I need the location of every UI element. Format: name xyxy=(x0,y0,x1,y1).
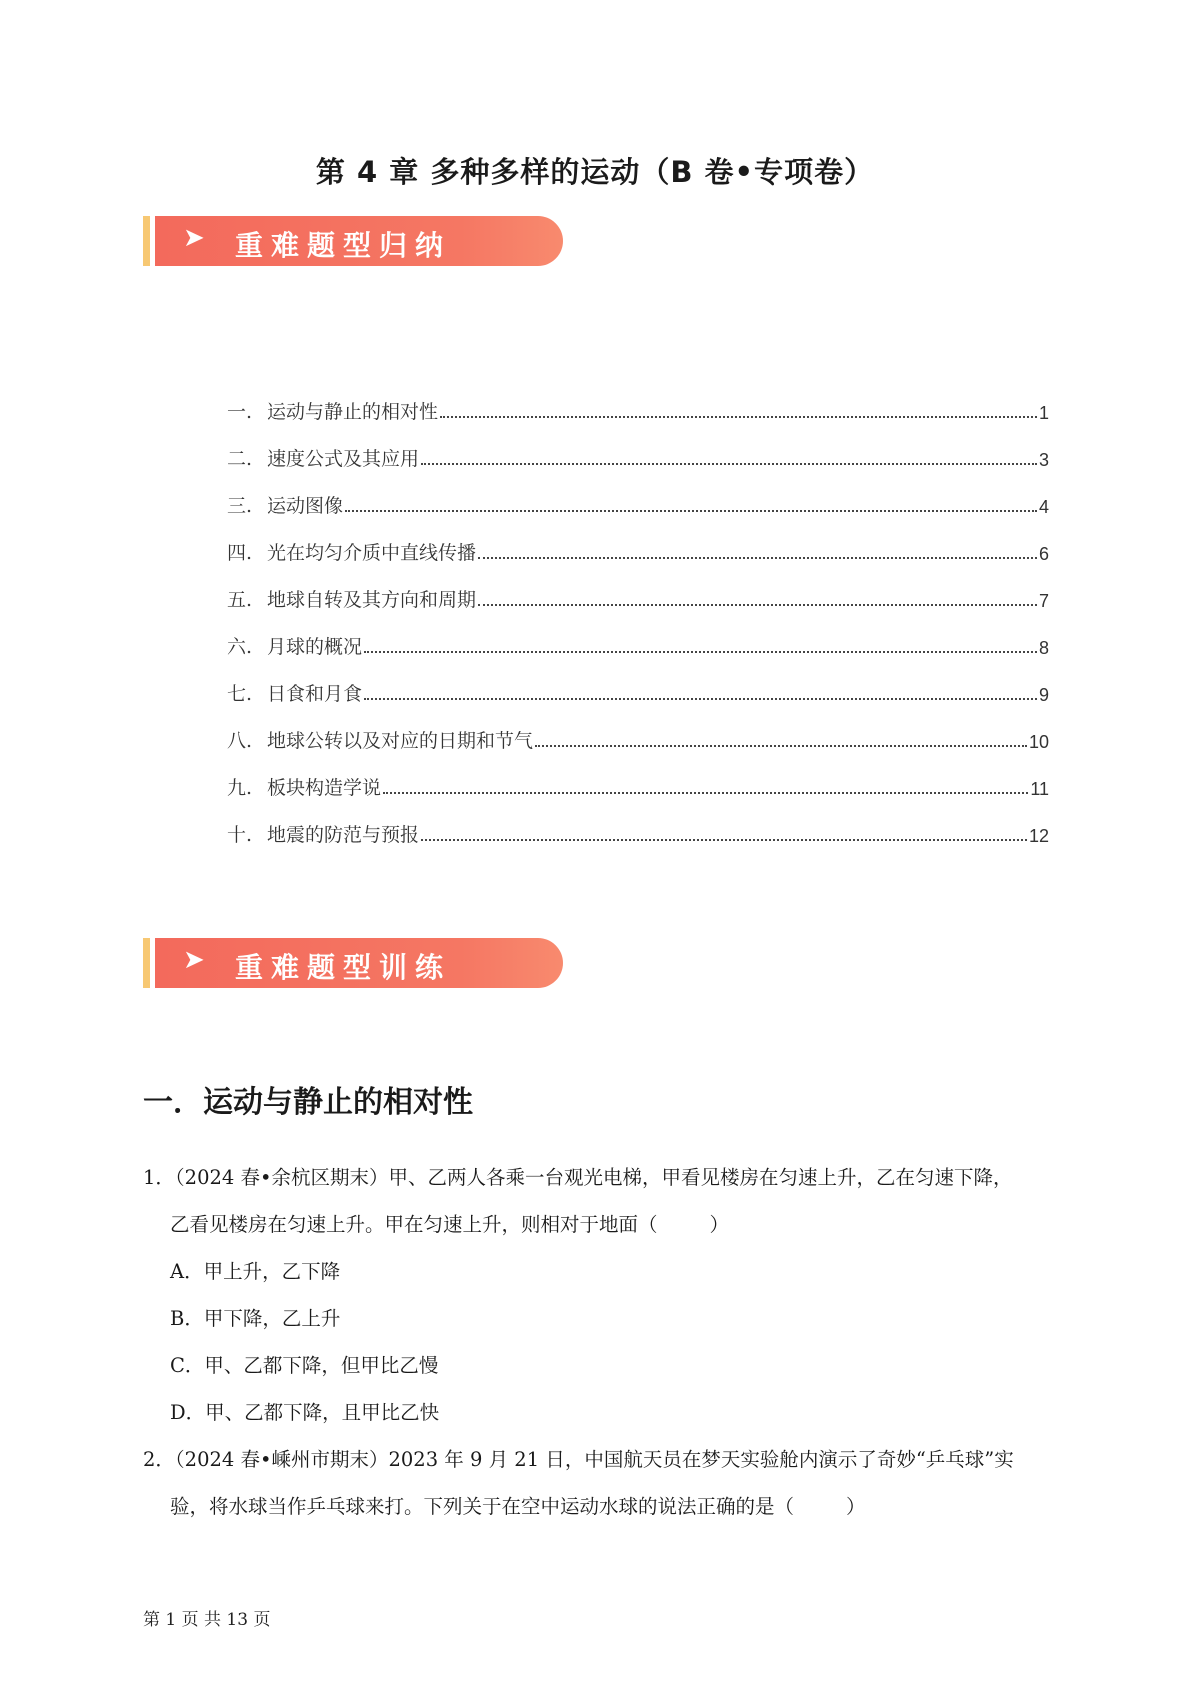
toc-page-number: 10 xyxy=(1028,732,1049,752)
toc-item[interactable]: 八. 地球公转以及对应的日期和节气 10 xyxy=(227,706,1049,753)
banner-accent-bar xyxy=(143,216,150,266)
toc-leader-dots xyxy=(383,792,1028,794)
question-1 xyxy=(143,1154,1053,1436)
toc-item-title: 速度公式及其应用 xyxy=(267,448,420,470)
toc-page-number: 6 xyxy=(1038,544,1049,564)
banner-summary xyxy=(143,216,563,266)
page-footer: 第 1 页 共 13 页 xyxy=(143,1610,271,1630)
toc-item-title: 地震的防范与预报 xyxy=(267,824,420,846)
toc-item[interactable]: 九. 板块构造学说 11 xyxy=(227,753,1049,800)
option-a[interactable]: A．甲上升，乙下降 xyxy=(170,1260,341,1283)
toc-leader-dots xyxy=(478,557,1037,559)
section-heading: 一．运动与静止的相对性 xyxy=(143,1085,473,1120)
toc-item[interactable]: 二. 速度公式及其应用 3 xyxy=(227,424,1049,471)
question-stem: 1．（2024 春•余杭区期末）甲、乙两人各乘一台观光电梯，甲看见楼房在匀速上升，乙在匀速下降， xyxy=(143,1166,1013,1189)
toc-item[interactable]: 七. 日食和月食 9 xyxy=(227,659,1049,706)
toc-item[interactable]: 六. 月球的概况 8 xyxy=(227,612,1049,659)
toc-leader-dots xyxy=(421,463,1037,465)
toc-leader-dots xyxy=(364,698,1037,700)
banner-training xyxy=(143,938,563,988)
toc-item[interactable]: 五. 地球自转及其方向和周期 7 xyxy=(227,565,1049,612)
question-2 xyxy=(143,1436,1053,1530)
toc-item-title: 地球公转以及对应的日期和节气 xyxy=(267,730,534,752)
toc-page-number: 1 xyxy=(1038,403,1049,423)
toc-leader-dots xyxy=(478,604,1037,606)
toc-item[interactable]: 一. 运动与静止的相对性 1 xyxy=(227,377,1049,424)
toc-item[interactable]: 十. 地震的防范与预报 12 xyxy=(227,800,1049,847)
toc-leader-dots xyxy=(535,745,1027,747)
toc-item-title: 月球的概况 xyxy=(267,636,363,658)
option-c[interactable]: C．甲、乙都下降，但甲比乙慢 xyxy=(170,1354,439,1377)
toc-item-title: 光在均匀介质中直线传播 xyxy=(267,542,477,564)
toc-item-title: 运动图像 xyxy=(267,495,344,517)
toc-item-title: 日食和月食 xyxy=(267,683,363,705)
toc-page-number: 4 xyxy=(1038,497,1049,517)
question-stem-continued: 验，将水球当作乒乓球来打。下列关于在空中运动水球的说法正确的是（ ） xyxy=(170,1495,866,1518)
question-stem-continued: 乙看见楼房在匀速上升。甲在匀速上升，则相对于地面（ ） xyxy=(170,1213,730,1236)
toc-leader-dots xyxy=(440,416,1037,418)
toc-leader-dots xyxy=(364,651,1037,653)
toc-page-number: 12 xyxy=(1028,826,1049,846)
option-b[interactable]: B．甲下降，乙上升 xyxy=(170,1307,341,1330)
table-of-contents xyxy=(227,377,1049,847)
chevron-right-icon: ➤ xyxy=(183,223,205,253)
toc-item-title: 地球自转及其方向和周期 xyxy=(267,589,477,611)
banner-summary-label: 重难题型归纳 xyxy=(235,229,452,262)
banner-training-label: 重难题型训练 xyxy=(235,951,452,984)
toc-page-number: 3 xyxy=(1038,450,1049,470)
toc-page-number: 11 xyxy=(1030,779,1049,799)
toc-page-number: 8 xyxy=(1038,638,1049,658)
toc-page-number: 9 xyxy=(1038,685,1049,705)
toc-leader-dots xyxy=(345,510,1037,512)
document-title: 第 4 章 多种多样的运动（B 卷•专项卷） xyxy=(315,155,875,189)
chevron-right-icon: ➤ xyxy=(183,945,205,975)
toc-item[interactable]: 三. 运动图像 4 xyxy=(227,471,1049,518)
toc-leader-dots xyxy=(421,839,1027,841)
banner-accent-bar xyxy=(143,938,150,988)
toc-item-title: 运动与静止的相对性 xyxy=(267,401,439,423)
toc-item-title: 板块构造学说 xyxy=(267,777,382,799)
question-stem: 2．（2024 春•嵊州市期末）2023 年 9 月 21 日，中国航天员在梦天实验舱内演示了奇妙“乒乓球”实 xyxy=(143,1448,1014,1471)
toc-page-number: 7 xyxy=(1038,591,1049,611)
toc-item[interactable]: 四. 光在均匀介质中直线传播 6 xyxy=(227,518,1049,565)
option-d[interactable]: D．甲、乙都下降，且甲比乙快 xyxy=(170,1401,440,1424)
